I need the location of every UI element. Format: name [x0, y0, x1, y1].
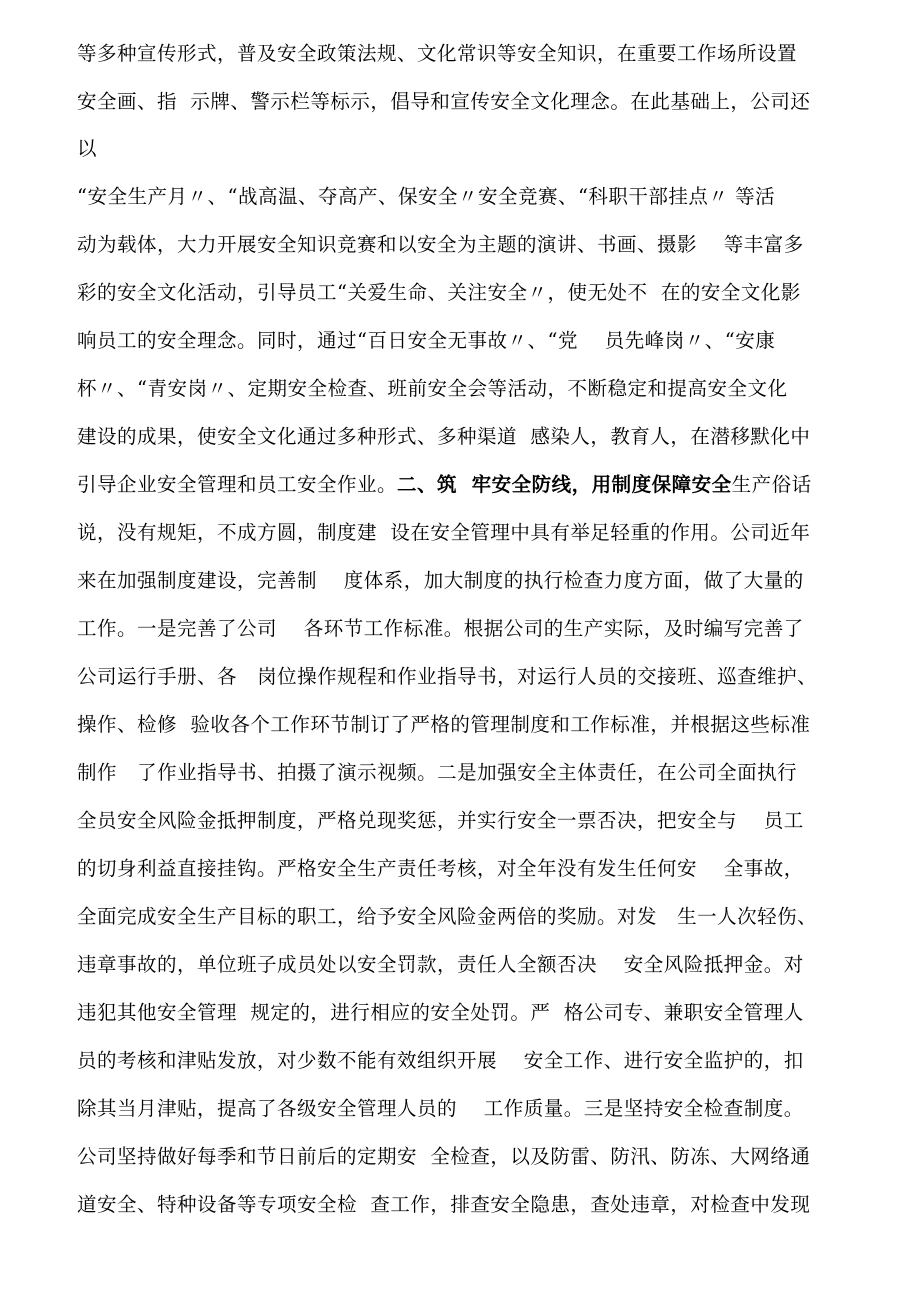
text-line: 制作 了作业指导书、拍摄了演示视频。二是加强安全主体责任，在公司全面执行 [77, 761, 798, 784]
text-line: 工作。一是完善了公司 各环节工作标准。根据公司的生产实际，及时编写完善了 [77, 617, 804, 640]
text-line: 违犯其他安全管理 规定的，进行相应的安全处罚。严 格公司专、兼职安全管理人 [77, 1001, 804, 1024]
text-run: 生产俗话 [731, 473, 812, 496]
text-line: 全面完成安全生产目标的职工，给予安全风险金两倍的奖励。对发 生一人次轻伤、 [77, 905, 818, 928]
text-line: 响员工的安全理念。同时，通过“百日安全无事故〃、“党 员先峰岗〃、“安康 [77, 329, 776, 352]
text-line: 以 [77, 137, 98, 160]
text-line: “安全生产月〃、“战高温、夺高产、保安全〃安全竞赛、“科职干部挂点〃 等活 [77, 185, 776, 208]
text-line: 操作、检修 验收各个工作环节制订了严格的管理制度和工作标准，并根据这些标准 [77, 713, 811, 736]
text-line: 员的考核和津贴发放，对少数不能有效组织开展 安全工作、进行安全监护的，扣 [77, 1049, 804, 1072]
text-line: 违章事故的，单位班子成员处以安全罚款，责任人全额否决 安全风险抵押金。对 [77, 953, 804, 976]
text-line: 公司运行手册、各 岗位操作规程和作业指导书，对运行人员的交接班、巡查维护、 [77, 665, 818, 688]
text-line: 彩的安全文化活动，引导员工“关爱生命、关注安全〃，使无处不 在的安全文化影 [77, 281, 801, 304]
text-line: 公司坚持做好每季和节日前后的定期安 全检查，以及防雷、防汛、防冻、大网络通 [77, 1145, 811, 1168]
text-run: 引导企业安全管理和员工安全作业。 [77, 473, 398, 496]
text-line-with-heading [77, 473, 812, 497]
text-line: 来在加强制度建设，完善制 度体系，加大制度的执行检查力度方面，做了大量的 [77, 569, 804, 592]
text-line: 全员安全风险金抵押制度，严格兑现奖惩，并实行安全一票否决，把安全与 员工 [77, 809, 804, 832]
text-line: 杯〃、“青安岗〃、定期安全检查、班前安全会等活动，不断稳定和提高安全文化 [77, 377, 788, 400]
section-heading: 二、筑 牢安全防线，用制度保障安全 [397, 473, 732, 496]
text-line: 安全画、指 示牌、警示栏等标示，倡导和宣传安全文化理念。在此基础上，公司还 [77, 90, 811, 113]
text-line: 动为载体，大力开展安全知识竞赛和以安全为主题的演讲、书画、摄影 等丰富多 [77, 233, 804, 256]
text-line: 说，没有规矩，不成方圆，制度建 设在安全管理中具有举足轻重的作用。公司近年 [77, 521, 811, 544]
text-line: 的切身利益直接挂钩。严格安全生产责任考核，对全年没有发生任何安 全事故， [77, 857, 804, 880]
text-line: 等多种宣传形式，普及安全政策法规、文化常识等安全知识，在重要工作场所设置 [77, 42, 798, 65]
text-line: 除其当月津贴，提高了各级安全管理人员的 工作质量。三是坚持安全检查制度。 [77, 1097, 804, 1120]
text-line: 建设的成果，使安全文化通过多种形式、多种渠道 感染人，教育人，在潜移默化中 [77, 425, 811, 448]
text-line: 道安全、特种设备等专项安全检 查工作，排查安全隐患，查处违章，对检查中发现 [77, 1193, 811, 1216]
